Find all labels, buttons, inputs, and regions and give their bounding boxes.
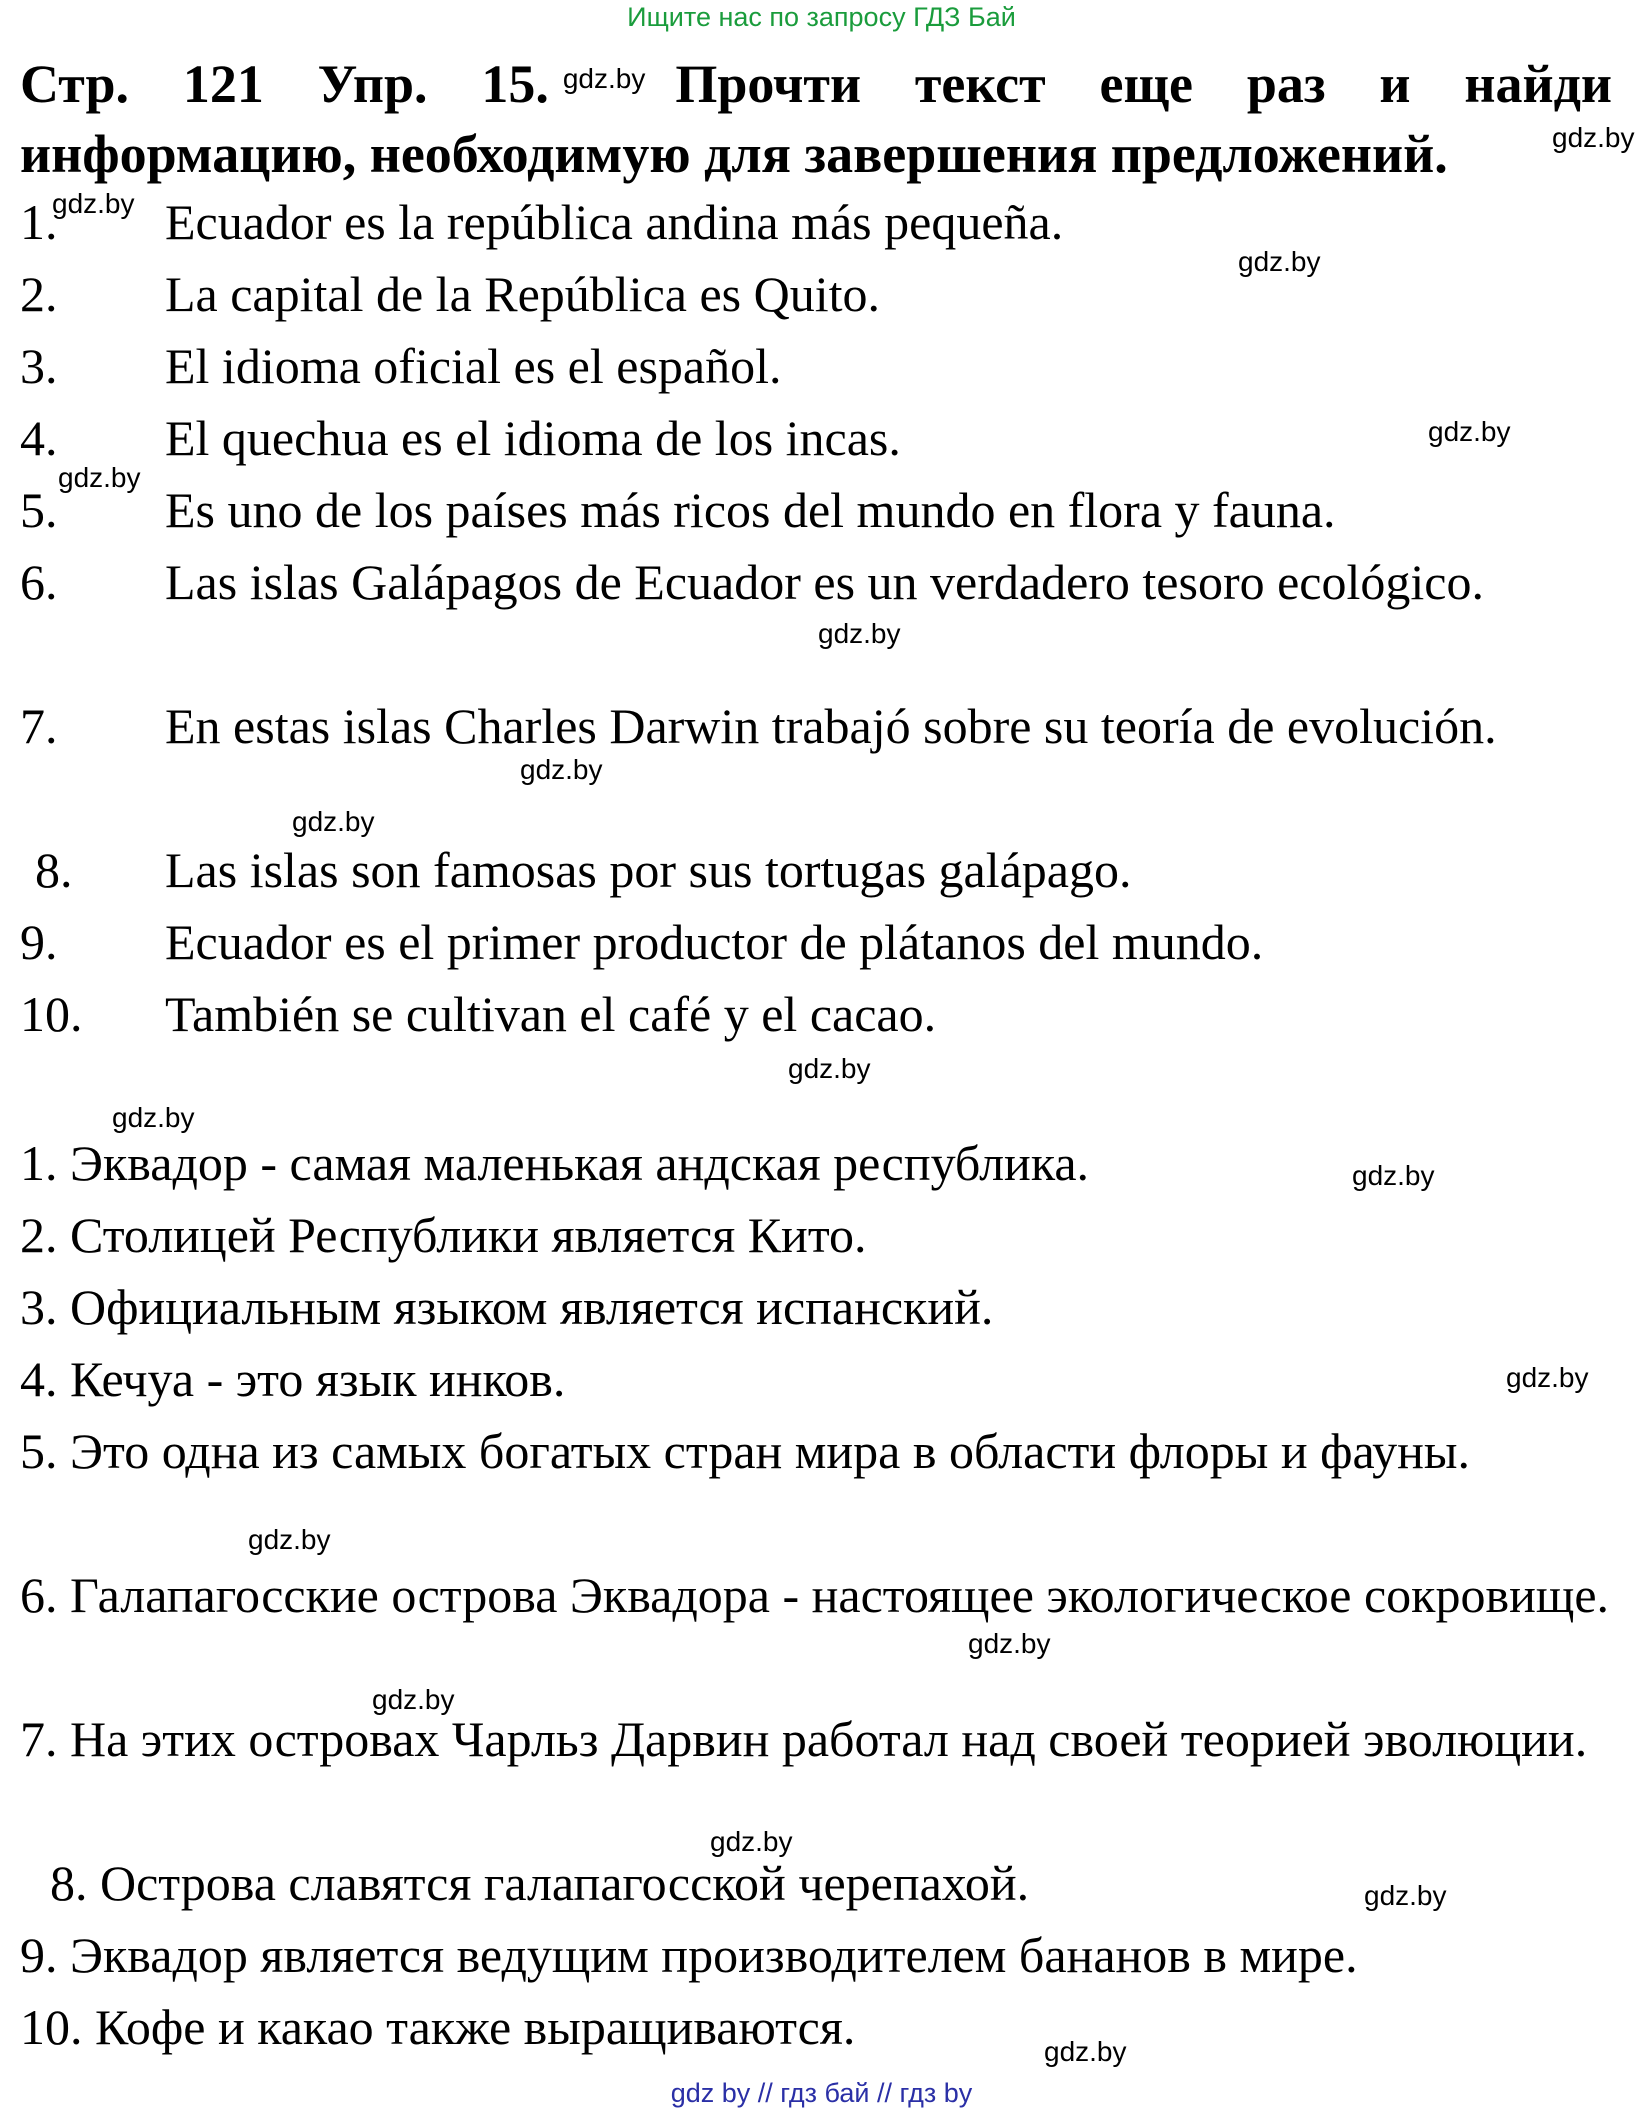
sentence-number: 8. [35, 842, 73, 898]
russian-translation-7: 7. На этих островах Чарльз Дарвин работал над своей теорией эволюции. [20, 1711, 1588, 1767]
page-exercise-reference: Стр. 121 Упр. 15. [20, 54, 549, 114]
russian-translation-6: 6. Галапагосские острова Эквадора - настоящее экологическое сокровище. [20, 1567, 1610, 1623]
sentence-number: 7. [20, 698, 58, 754]
spanish-sentence-1 [20, 186, 1612, 258]
spanish-sentence-2 [20, 258, 1612, 330]
task-instruction: Прочти текст еще раз и найди информацию, необходимую для завершения предложений. [20, 54, 1612, 184]
spanish-sentence-8 [35, 834, 1627, 906]
watermark: gdz.by [968, 1628, 1051, 1659]
sentence-number: 1. [20, 194, 58, 250]
sentence-text: La capital de la República es Quito. [165, 266, 881, 322]
watermark: gdz.by [52, 188, 135, 219]
watermark: gdz.by [788, 1053, 871, 1084]
watermark: gdz.by [1552, 122, 1635, 153]
watermark: gdz.by [112, 1102, 195, 1133]
watermark: gdz.by [520, 754, 603, 785]
watermark: gdz.by [1352, 1160, 1435, 1191]
sentence-number: 2. [20, 266, 58, 322]
watermark: gdz.by [372, 1684, 455, 1715]
spanish-sentence-7 [20, 690, 1612, 762]
watermark: gdz.by [710, 1826, 793, 1857]
sentence-number: 10. [20, 986, 83, 1042]
spanish-sentence-3 [20, 330, 1612, 402]
sentence-text: Las islas son famosas por sus tortugas galápago. [165, 842, 1132, 898]
watermark: gdz.by [818, 618, 901, 649]
watermark: gdz.by [58, 462, 141, 493]
russian-translation-2: 2. Столицей Республики является Кито. [20, 1207, 867, 1263]
exercise-heading [20, 44, 1612, 189]
russian-translation-4: 4. Кечуа - это язык инков. [20, 1351, 566, 1407]
sentence-number: 4. [20, 410, 58, 466]
sentence-number: 9. [20, 914, 58, 970]
sentence-text: Las islas Galápagos de Ecuador es un verdadero tesoro ecológico. [165, 554, 1484, 610]
sentence-number: 6. [20, 554, 58, 610]
sentence-text: También se cultivan el café y el cacao. [165, 986, 937, 1042]
russian-translation-1: 1. Эквадор - самая маленькая андская республика. [20, 1135, 1090, 1191]
spanish-sentence-9 [20, 906, 1612, 978]
spanish-sentence-6 [20, 546, 1612, 618]
sentence-text: Ecuador es la república andina más pequeña. [165, 194, 1064, 250]
sentence-text: El quechua es el idioma de los incas. [165, 410, 901, 466]
watermark: gdz.by [1364, 1880, 1447, 1911]
russian-translation-9: 9. Эквадор является ведущим производителем бананов в мире. [20, 1927, 1358, 1983]
sentence-text: En estas islas Charles Darwin trabajó sobre su teoría de evolución. [165, 698, 1497, 754]
russian-translation-10: 10. Кофе и какао также выращиваются. [20, 1999, 856, 2055]
sentence-text: El idioma oficial es el español. [165, 338, 782, 394]
watermark: gdz.by [1506, 1362, 1589, 1393]
russian-translation-5: 5. Это одна из самых богатых стран мира в области флоры и фауны. [20, 1423, 1470, 1479]
watermark: gdz.by [292, 806, 375, 837]
sentence-number: 3. [20, 338, 58, 394]
spanish-sentence-4 [20, 402, 1612, 474]
sentence-number: 5. [20, 482, 58, 538]
russian-translation-8: 8. Острова славятся галапагосской черепахой. [50, 1855, 1030, 1911]
watermark: gdz.by [1044, 2036, 1127, 2067]
spanish-sentence-5 [20, 474, 1612, 546]
sentence-text: Es uno de los países más ricos del mundo en flora y fauna. [165, 482, 1336, 538]
watermark: gdz.by [562, 63, 646, 94]
footer-watermark: gdz by // гдз бай // гдз by [670, 2078, 973, 2108]
sentence-text: Ecuador es el primer productor de plátanos del mundo. [165, 914, 1264, 970]
spanish-sentence-10 [20, 978, 1612, 1050]
watermark: gdz.by [1238, 246, 1321, 277]
watermark: gdz.by [1428, 416, 1511, 447]
watermark: gdz.by [248, 1524, 331, 1555]
search-banner: Ищите нас по запросу ГДЗ Бай [627, 2, 1016, 32]
russian-translation-3: 3. Официальным языком является испанский. [20, 1279, 994, 1335]
